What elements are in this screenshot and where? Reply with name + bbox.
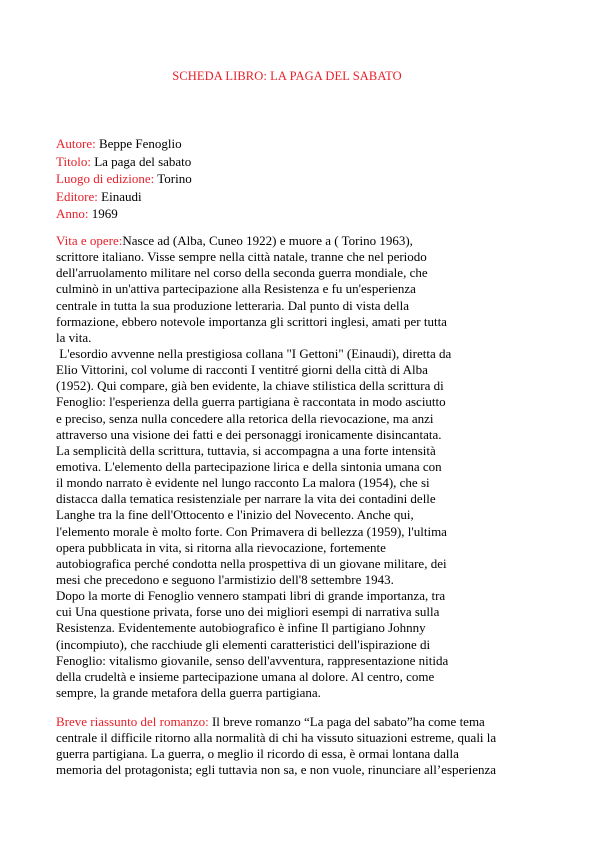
meta-publisher — [56, 188, 192, 206]
text-line: Resistenza. Evidentemente autobiografico è infine Il partigiano Johnny — [56, 620, 426, 636]
text-line: centrale il difficile ritorno alla normalità di chi ha vissuto situazioni estreme, quali la — [56, 730, 497, 746]
text-line: Fenoglio: vitalismo giovanile, senso dell'avventura, rappresentazione nitida — [56, 652, 449, 668]
section-vita-e-opere — [56, 233, 451, 701]
text-line: guerra partigiana. La guerra, o meglio il ricordo di essa, è ormai lontana dalla — [56, 746, 459, 762]
section-label: Breve riassunto del romanzo: — [56, 714, 209, 729]
meta-value: Einaudi — [97, 188, 142, 204]
text-line: Langhe tra la fine dell'Ottocento e l'inizio del Novecento. Anche qui, — [56, 507, 414, 523]
text-line: formazione, ebbero notevole importanza gli scrittori inglesi, amati per tutta — [56, 313, 447, 329]
text-line: (1952). Qui compare, già ben evidente, la chiave stilistica della scrittura di — [56, 378, 444, 394]
meta-label: Anno: — [56, 206, 89, 221]
text-line: La semplicità della scrittura, tuttavia, si accompagna a una forte intensità — [56, 442, 436, 458]
text-line: centrale in tutta la sua produzione letteraria. Dal punto di vista della — [56, 297, 410, 313]
page-title: SCHEDA LIBRO: LA PAGA DEL SABATO — [172, 69, 402, 83]
text-line: dell'arruolamento militare nel corso della seconda guerra mondiale, che — [56, 265, 428, 281]
meta-year — [56, 205, 192, 223]
text-line: L'esordio avvenne nella prestigiosa collana "I Gettoni" (Einaudi), diretta da — [56, 345, 452, 361]
meta-value: Torino — [154, 171, 192, 186]
text-line: Nasce ad (Alba, Cuneo 1922) e muore a ( Torino 1963), — [122, 233, 413, 248]
book-metadata — [56, 135, 192, 223]
text-line: cui Una questione privata, forse uno dei migliori esempi di narrativa sulla — [56, 604, 440, 620]
text-line: distacca dalla tematica resistenziale per narrare la vita dei contadini delle — [56, 491, 436, 507]
text-line: scrittore italiano. Visse sempre nella città natale, tranne che nel periodo — [56, 249, 427, 265]
meta-title — [56, 153, 192, 171]
section-riassunto — [56, 714, 496, 779]
text-line: l'elemento morale è molto forte. Con Primavera di bellezza (1959), l'ultima — [56, 523, 447, 539]
text-line: Elio Vittorini, col volume di racconti I ventitré giorni della città di Alba — [56, 362, 428, 378]
meta-author — [56, 135, 192, 153]
meta-label: Editore: — [56, 188, 98, 204]
text-line: il mondo narrato è evidente nel lungo racconto La malora (1954), che si — [56, 475, 430, 491]
text-line: emotiva. L'elemento della partecipazione lirica e della sintonia umana con — [56, 458, 442, 474]
meta-label: Luogo di edizione: — [56, 171, 155, 186]
section-first-line — [56, 714, 496, 730]
text-line: Fenoglio: l'esperienza della guerra partigiana è raccontata in modo asciutto — [56, 394, 446, 410]
meta-place — [56, 170, 192, 188]
text-line: memoria del protagonista; egli tuttavia non sa, e non vuole, rinunciare all’esperienza — [56, 762, 497, 778]
text-line: la vita. — [56, 329, 92, 345]
meta-value: La paga del sabato — [90, 153, 192, 169]
meta-label: Titolo: — [56, 153, 91, 169]
text-line: Il breve romanzo “La paga del sabato”ha come tema — [208, 714, 485, 729]
section-label: Vita e opere: — [56, 233, 123, 248]
text-line: mesi che precedono e seguono l'armistizio dell'8 settembre 1943. — [56, 571, 394, 587]
text-line: (incompiuto), che racchiude gli elementi caratteristici dell'ispirazione di — [56, 636, 431, 652]
meta-value: Beppe Fenoglio — [95, 136, 182, 151]
text-line: autobiografica perché condotta nella prospettiva di un giovane militare, dei — [56, 555, 447, 571]
text-line: Dopo la morte di Fenoglio vennero stampati libri di grande importanza, tra — [56, 588, 446, 604]
meta-value: 1969 — [88, 206, 118, 221]
text-line: e preciso, senza nulla concedere alla retorica della rievocazione, ma anzi — [56, 410, 434, 426]
text-line: della crudeltà e insieme partecipazione umana al dolore. Al centro, come — [56, 668, 435, 684]
text-line: sempre, la grande metafora della guerra partigiana. — [56, 684, 321, 700]
text-line: culminò in un'attiva partecipazione alla Resistenza e fu un'esperienza — [56, 281, 416, 297]
text-line: opera pubblicata in vita, si ritorna alla rievocazione, fortemente — [56, 539, 386, 555]
meta-label: Autore: — [56, 136, 96, 151]
text-line: attraverso una visione dei fatti e dei personaggi ironicamente disincantata. — [56, 426, 442, 442]
section-first-line — [56, 233, 451, 249]
